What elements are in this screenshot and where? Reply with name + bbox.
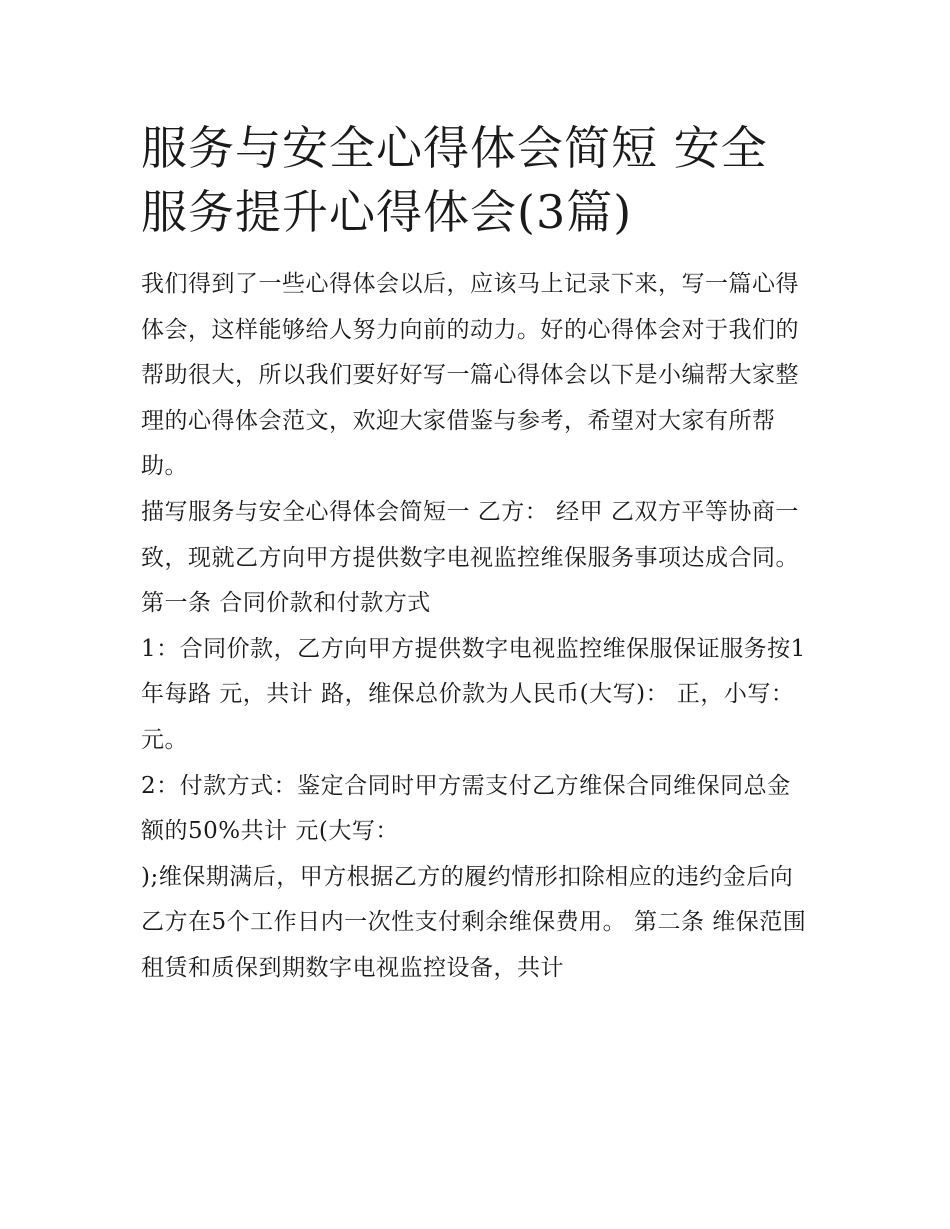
payment-method-paragraph: 2：付款方式：鉴定合同时甲方需支付乙方维保合同维保同总金额的50%共计 元(大写：: [141, 772, 791, 845]
document-page: [141, 116, 813, 992]
section-one-paragraph: 描写服务与安全心得体会简短一 乙方： 经甲 乙双方平等协商一致，现就乙方向甲方提供数字电视监控维保服务事项达成合同。 第一条 合同价款和付款方式: [141, 498, 807, 617]
maintenance-scope-paragraph: );维保期满后，甲方根据乙方的履约情形扣除相应的违约金后向乙方在5个工作日内一次性支付剩余维保费用。 第二条 维保范围 租赁和质保到期数字电视监控设备，共计: [141, 863, 815, 981]
document-title: 服务与安全心得体会简短 安全服务提升心得体会(3篇): [141, 121, 768, 239]
contract-price-paragraph: 1：合同价款，乙方向甲方提供数字电视监控维保服保证服务按1年每路 元，共计 路，维保总价款为人民币(大写)： 正，小写： 元。: [141, 635, 806, 753]
intro-paragraph: 我们得到了一些心得体会以后，应该马上记录下来，写一篇心得体会，这样能够给人努力向前的动力。好的心得体会对于我们的帮助很大，所以我们要好好写一篇心得体会以下是小编帮大家整理的心得体会范文，欢迎大家借鉴与参考，希望对大家有所帮助。: [141, 271, 799, 480]
